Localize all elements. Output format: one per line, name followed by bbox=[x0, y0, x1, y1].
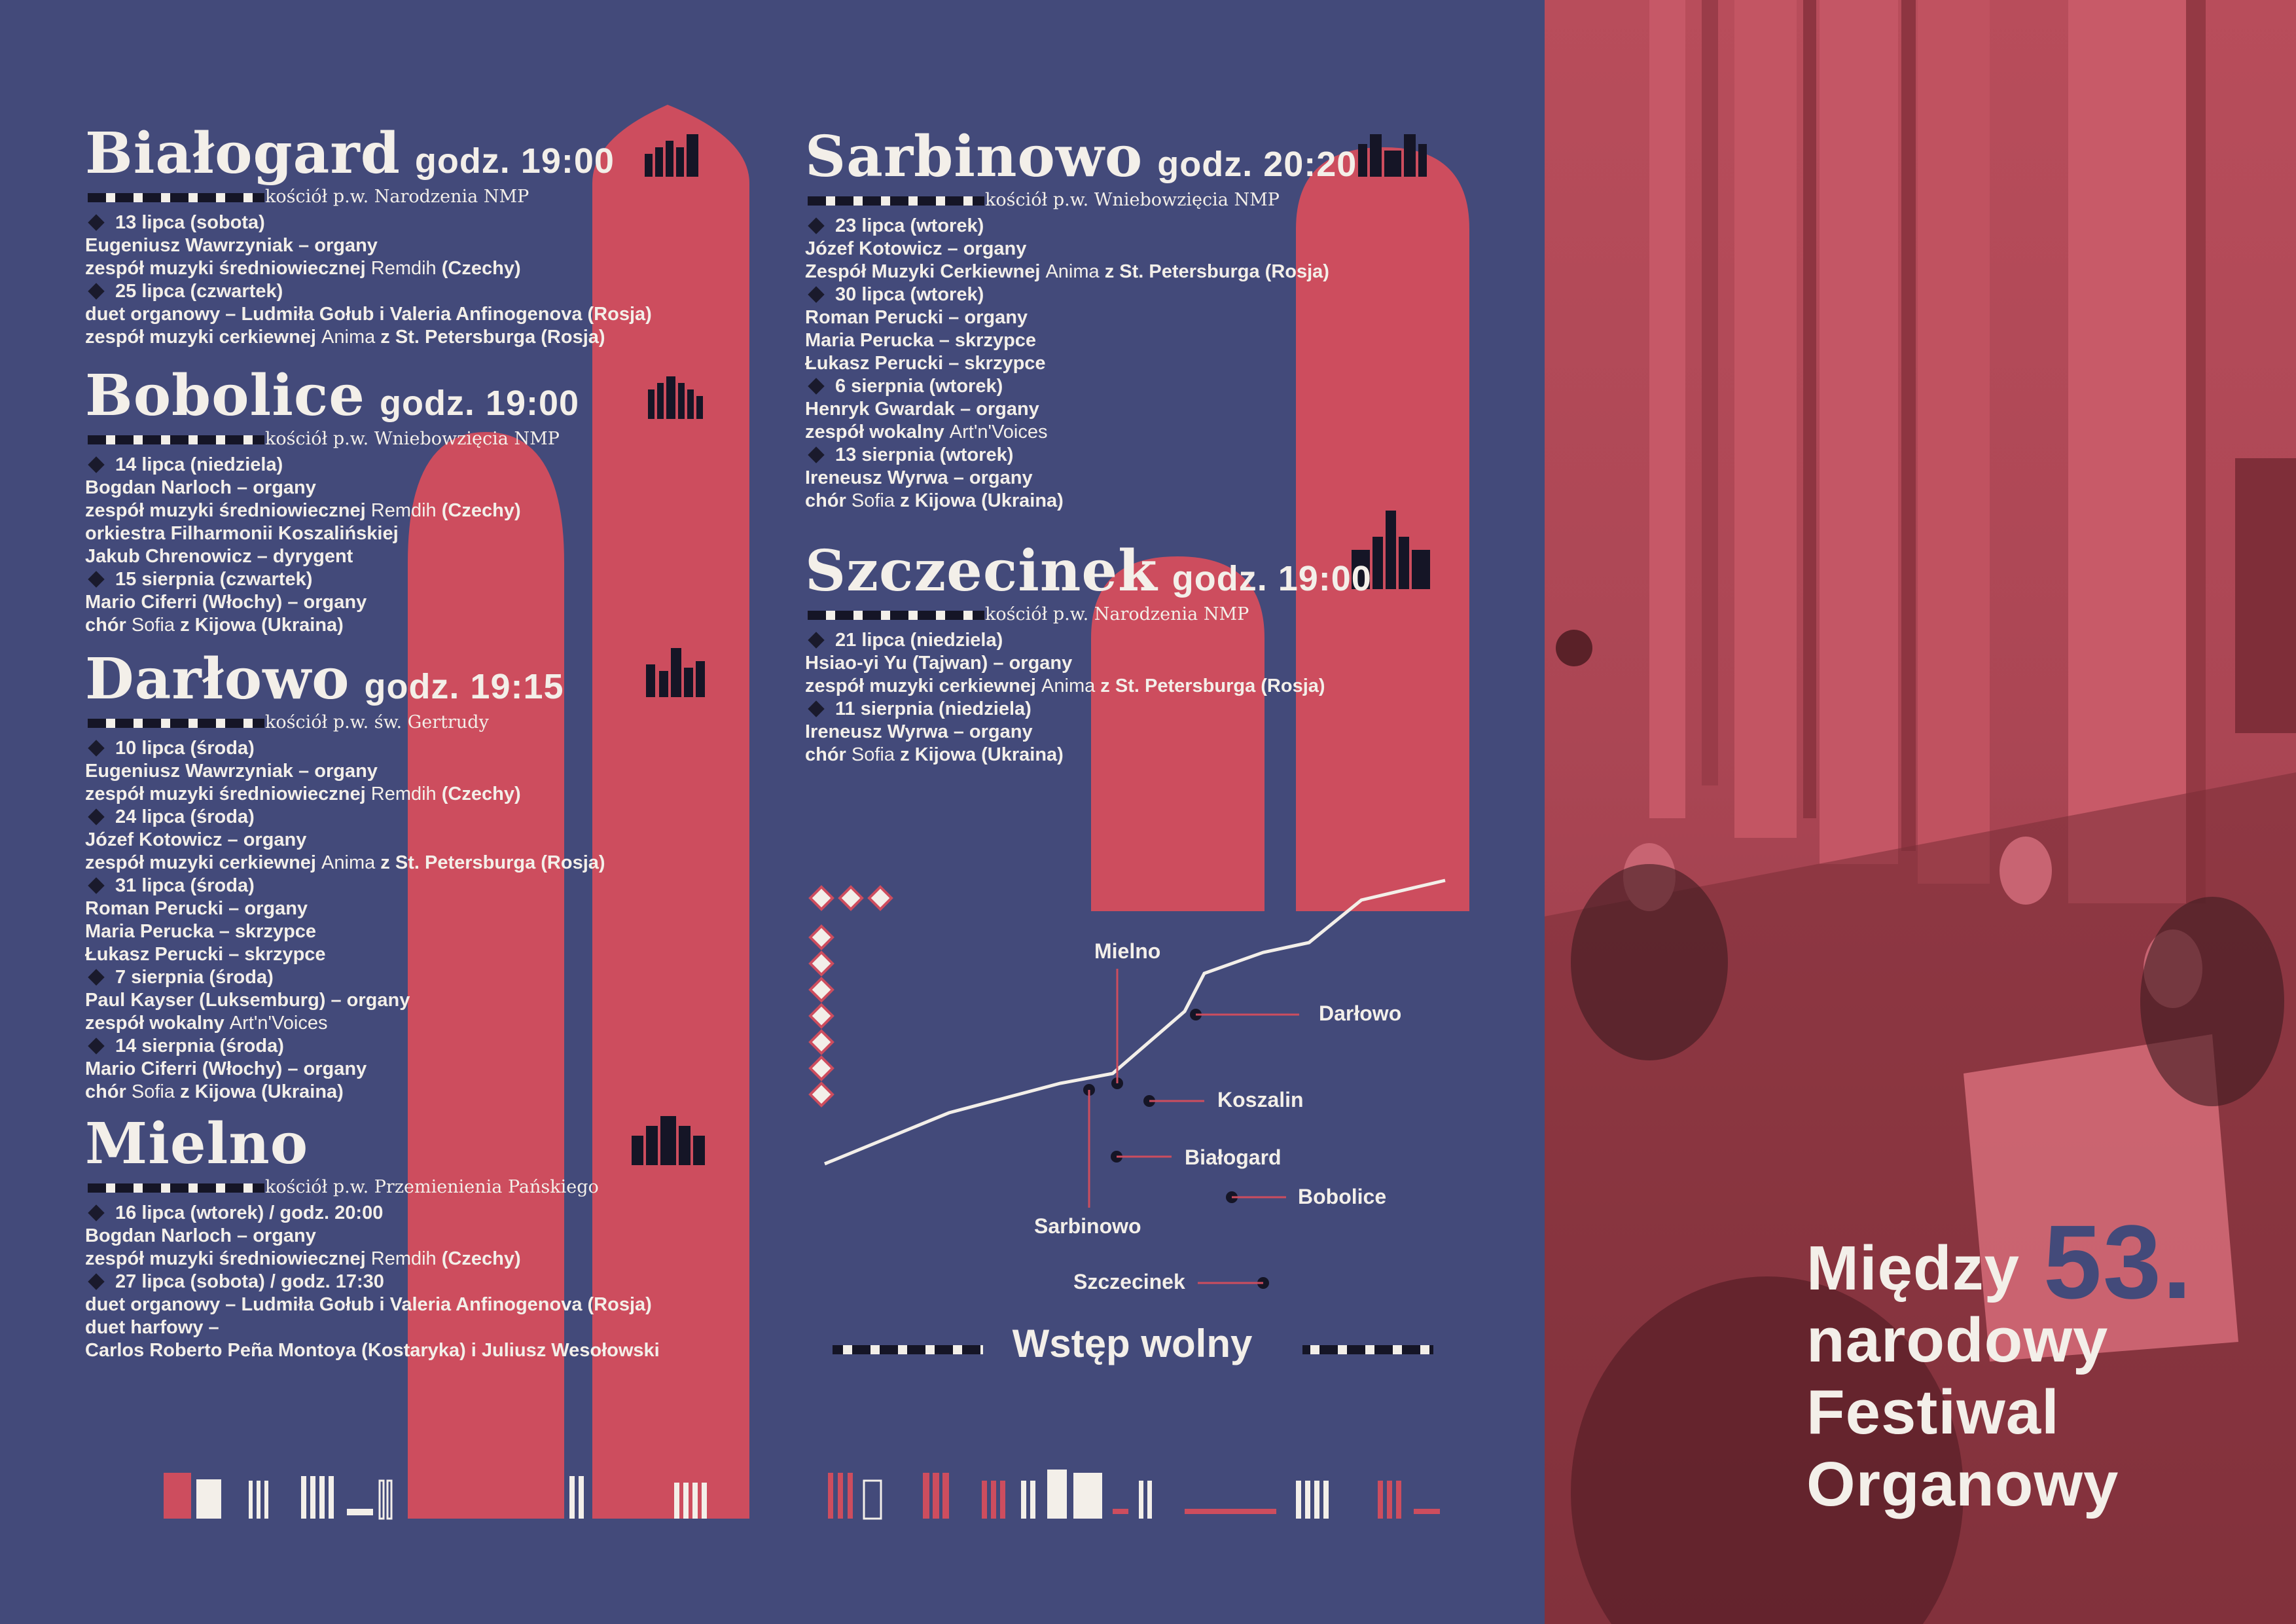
performer-line bbox=[85, 499, 726, 522]
ensemble-name: Remdih bbox=[370, 784, 437, 804]
festival-number: 53. bbox=[2043, 1203, 2193, 1320]
performer-text: (Czechy) bbox=[436, 1248, 521, 1269]
performer-line bbox=[805, 261, 1446, 283]
performer-line bbox=[85, 257, 726, 280]
church-name: kościół p.w. Przemienienia Pańskiego bbox=[265, 1177, 599, 1197]
performer-line: Łukasz Perucki – skrzypce bbox=[85, 944, 326, 965]
performer-text: chór bbox=[805, 744, 852, 765]
diamond-bullet-icon bbox=[808, 217, 824, 234]
ensemble-name: Art'n'Voices bbox=[229, 1013, 328, 1034]
city-time: godz. 19:00 bbox=[414, 141, 615, 181]
event-date-text: 15 sierpnia (czwartek) bbox=[115, 569, 313, 590]
free-entry-dash-right bbox=[1302, 1345, 1433, 1354]
city-time: godz. 20:20 bbox=[1157, 145, 1357, 184]
event-date-text: 7 sierpnia (środa) bbox=[115, 967, 274, 988]
diamond-bullet-icon bbox=[88, 456, 104, 473]
map-label-szczecinek: Szczecinek bbox=[1073, 1270, 1185, 1293]
performer-text: chór bbox=[85, 1081, 132, 1102]
performer-line bbox=[805, 744, 1446, 767]
diamond-bullet-icon bbox=[88, 1204, 104, 1221]
event-list bbox=[805, 629, 1446, 767]
performer-line bbox=[805, 490, 1446, 513]
event-date bbox=[85, 1202, 726, 1225]
dash-divider bbox=[88, 719, 264, 728]
map-label-koszalin: Koszalin bbox=[1217, 1088, 1304, 1111]
ensemble-name: Anima bbox=[321, 852, 376, 873]
performer-text: z St. Petersburga (Rosja) bbox=[375, 852, 605, 873]
event-date bbox=[85, 737, 726, 760]
performer-line bbox=[85, 614, 726, 637]
church-name: kościół p.w. Narodzenia NMP bbox=[265, 187, 529, 207]
dash-divider bbox=[808, 611, 984, 620]
performer-line bbox=[85, 326, 726, 349]
event-date-text: 14 lipca (niedziela) bbox=[115, 454, 283, 475]
performer-line: Ireneusz Wyrwa – organy bbox=[805, 721, 1033, 742]
church-icon bbox=[632, 1116, 710, 1165]
performer-text: z Kijowa (Ukraina) bbox=[175, 615, 344, 636]
performer-text: chór bbox=[85, 615, 132, 636]
diamond-bullet-icon bbox=[88, 283, 104, 299]
event-date bbox=[85, 966, 726, 989]
ensemble-name: Sofia bbox=[851, 744, 895, 765]
performer-line bbox=[85, 1248, 726, 1271]
city-title: Mielno bbox=[85, 1111, 309, 1177]
event-date bbox=[805, 215, 1446, 238]
event-date bbox=[805, 375, 1446, 398]
event-date-text: 23 lipca (wtorek) bbox=[835, 215, 984, 236]
performer-line: Mario Ciferri (Włochy) – organy bbox=[85, 1058, 367, 1079]
church-name: kościół p.w. Wniebowzięcia NMP bbox=[985, 190, 1280, 210]
performer-text: zespół wokalny bbox=[85, 1013, 230, 1034]
performer-line: Paul Kayser (Luksemburg) – organy bbox=[85, 990, 410, 1011]
performer-line: Mario Ciferri (Włochy) – organy bbox=[85, 592, 367, 613]
church-icon bbox=[1358, 131, 1427, 177]
event-date-text: 31 lipca (środa) bbox=[115, 875, 255, 896]
diamond-bullet-icon bbox=[88, 1038, 104, 1054]
dash-divider bbox=[808, 196, 984, 206]
church-name: kościół p.w. św. Gertrudy bbox=[265, 712, 489, 732]
performer-text: z Kijowa (Ukraina) bbox=[175, 1081, 344, 1102]
city-time: godz. 19:00 bbox=[379, 384, 580, 423]
event-date bbox=[805, 283, 1446, 306]
event-date bbox=[805, 444, 1446, 467]
dash-divider bbox=[88, 193, 264, 202]
event-date-text: 24 lipca (środa) bbox=[115, 806, 255, 827]
church-icon bbox=[645, 134, 704, 177]
performer-text: zespół muzyki cerkiewnej bbox=[805, 676, 1042, 696]
diamond-bullet-icon bbox=[808, 632, 824, 648]
diamond-bullet-icon bbox=[808, 286, 824, 302]
performer-line: Eugeniusz Wawrzyniak – organy bbox=[85, 761, 378, 782]
performer-line: Maria Perucka – skrzypce bbox=[805, 330, 1037, 351]
castle-icon bbox=[646, 648, 705, 697]
performer-line: orkiestra Filharmonii Koszalińskiej bbox=[85, 523, 399, 544]
event-date-text: 16 lipca (wtorek) / godz. 20:00 bbox=[115, 1202, 384, 1223]
performer-line: Józef Kotowicz – organy bbox=[805, 238, 1027, 259]
performer-line bbox=[805, 675, 1446, 698]
ensemble-name: Remdih bbox=[370, 500, 437, 521]
diamond-ornament bbox=[810, 887, 891, 1106]
dash-divider bbox=[88, 435, 264, 444]
event-list bbox=[85, 737, 726, 1104]
city-title: Darłowo godz. 19:15 bbox=[85, 646, 564, 712]
performer-text: z Kijowa (Ukraina) bbox=[895, 744, 1064, 765]
performer-line bbox=[85, 1081, 726, 1104]
performer-text: zespół muzyki średniowiecznej bbox=[85, 1248, 371, 1269]
church-name: kościół p.w. Wniebowzięcia NMP bbox=[265, 429, 560, 449]
performer-text: (Czechy) bbox=[436, 258, 521, 279]
organ-frieze-right bbox=[828, 1470, 1440, 1519]
performer-line: Bogdan Narloch – organy bbox=[85, 1225, 316, 1246]
performer-text: z St. Petersburga (Rosja) bbox=[1095, 676, 1325, 696]
event-list bbox=[85, 454, 726, 637]
event-date bbox=[805, 698, 1446, 721]
performer-text: Zespół Muzyki Cerkiewnej bbox=[805, 261, 1046, 282]
diamond-bullet-icon bbox=[88, 877, 104, 893]
performer-line: Ireneusz Wyrwa – organy bbox=[805, 467, 1033, 488]
diamond-bullet-icon bbox=[88, 1273, 104, 1290]
map-label-bialogard: Białogard bbox=[1185, 1146, 1282, 1169]
performer-text: zespół muzyki średniowiecznej bbox=[85, 784, 371, 804]
event-date-text: 21 lipca (niedziela) bbox=[835, 630, 1003, 651]
performer-line: Roman Perucki – organy bbox=[85, 898, 308, 919]
city-time: godz. 19:15 bbox=[364, 667, 564, 706]
event-date-text: 10 lipca (środa) bbox=[115, 738, 255, 759]
performer-line: Hsiao-yi Yu (Tajwan) – organy bbox=[805, 653, 1073, 674]
performer-text: zespół muzyki cerkiewnej bbox=[85, 852, 322, 873]
performer-line: duet organowy – Ludmiła Gołub i Valeria Anfinogenova (Rosja) bbox=[85, 1294, 652, 1315]
map-label-mielno: Mielno bbox=[1094, 939, 1161, 963]
performer-line: Józef Kotowicz – organy bbox=[85, 829, 307, 850]
event-date bbox=[85, 875, 726, 897]
event-list bbox=[85, 211, 726, 349]
event-date-text: 6 sierpnia (wtorek) bbox=[835, 376, 1003, 397]
ensemble-name: Sofia bbox=[131, 1081, 175, 1102]
event-date-text: 11 sierpnia (niedziela) bbox=[835, 698, 1031, 719]
festival-title-line: Organowy bbox=[1806, 1449, 2119, 1519]
ensemble-name: Remdih bbox=[370, 1248, 437, 1269]
organ-pipes-icon bbox=[648, 376, 707, 419]
event-date bbox=[85, 454, 726, 477]
map-label-bobolice: Bobolice bbox=[1298, 1185, 1387, 1208]
performer-line bbox=[805, 421, 1446, 444]
city-title: Bobolice godz. 19:00 bbox=[85, 363, 580, 429]
event-date-text: 30 lipca (wtorek) bbox=[835, 284, 984, 305]
performer-text: (Czechy) bbox=[436, 500, 521, 521]
free-entry-label: Wstęp wolny bbox=[1012, 1322, 1253, 1365]
event-date-text: 13 lipca (sobota) bbox=[115, 212, 265, 233]
performer-text: z St. Petersburga (Rosja) bbox=[1099, 261, 1329, 282]
city-title: Szczecinek godz. 19:00 bbox=[805, 538, 1372, 604]
event-date bbox=[85, 806, 726, 829]
dash-divider bbox=[88, 1183, 264, 1193]
diamond-bullet-icon bbox=[88, 969, 104, 985]
city-title: Sarbinowo godz. 20:20 bbox=[805, 124, 1357, 190]
event-date-text: 25 lipca (czwartek) bbox=[115, 281, 283, 302]
performer-line: duet organowy – Ludmiła Gołub i Valeria Anfinogenova (Rosja) bbox=[85, 304, 652, 325]
festival-title-line: narodowy bbox=[1806, 1305, 2109, 1375]
diamond-bullet-icon bbox=[88, 808, 104, 825]
performer-line bbox=[85, 783, 726, 806]
performer-text: zespół wokalny bbox=[805, 422, 950, 442]
performer-line: Jakub Chrenowicz – dyrygent bbox=[85, 546, 353, 567]
performer-text: zespół muzyki średniowiecznej bbox=[85, 258, 371, 279]
performer-line bbox=[85, 1012, 726, 1035]
event-date-text: 13 sierpnia (wtorek) bbox=[835, 444, 1014, 465]
ensemble-name: Anima bbox=[1041, 676, 1096, 696]
diamond-bullet-icon bbox=[88, 214, 104, 230]
performer-line: Henryk Gwardak – organy bbox=[805, 399, 1039, 420]
event-date bbox=[85, 1271, 726, 1293]
event-date-text: 27 lipca (sobota) / godz. 17:30 bbox=[115, 1271, 384, 1292]
diamond-bullet-icon bbox=[808, 446, 824, 463]
event-date bbox=[85, 280, 726, 303]
map-label-sarbinowo: Sarbinowo bbox=[1034, 1214, 1141, 1238]
diamond-bullet-icon bbox=[88, 571, 104, 587]
ensemble-name: Remdih bbox=[370, 258, 437, 279]
city-title: Białogard godz. 19:00 bbox=[85, 120, 615, 187]
event-date bbox=[85, 568, 726, 591]
free-entry-dash-left bbox=[833, 1345, 983, 1354]
ensemble-name: Sofia bbox=[851, 490, 895, 511]
performer-line bbox=[85, 852, 726, 875]
festival-title-line: Festiwal bbox=[1806, 1377, 2060, 1447]
festival-title-line: Między bbox=[1806, 1233, 2020, 1303]
performer-line: Carlos Roberto Peña Montoya (Kostaryka) i Juliusz Wesołowski bbox=[85, 1340, 660, 1361]
performer-line: duet harfowy – bbox=[85, 1317, 219, 1338]
event-list bbox=[85, 1202, 726, 1362]
event-date bbox=[85, 1035, 726, 1058]
ensemble-name: Anima bbox=[1045, 261, 1100, 282]
performer-text: z St. Petersburga (Rosja) bbox=[375, 327, 605, 348]
diamond-bullet-icon bbox=[808, 378, 824, 394]
performer-line: Maria Perucka – skrzypce bbox=[85, 921, 317, 942]
performer-text: z Kijowa (Ukraina) bbox=[895, 490, 1064, 511]
diamond-bullet-icon bbox=[88, 740, 104, 756]
performer-text: (Czechy) bbox=[436, 784, 521, 804]
map-label-darlowo: Darłowo bbox=[1319, 1001, 1402, 1025]
ensemble-name: Art'n'Voices bbox=[949, 422, 1048, 442]
diamond-bullet-icon bbox=[808, 700, 824, 717]
city-time: godz. 19:00 bbox=[1172, 559, 1372, 598]
performer-line: Bogdan Narloch – organy bbox=[85, 477, 316, 498]
performer-line: Eugeniusz Wawrzyniak – organy bbox=[85, 235, 378, 256]
performer-text: chór bbox=[805, 490, 852, 511]
ensemble-name: Anima bbox=[321, 327, 376, 348]
performer-line: Łukasz Perucki – skrzypce bbox=[805, 353, 1046, 374]
church-name: kościół p.w. Narodzenia NMP bbox=[985, 604, 1249, 624]
ensemble-name: Sofia bbox=[131, 615, 175, 636]
performer-line: Roman Perucki – organy bbox=[805, 307, 1028, 328]
event-date bbox=[805, 629, 1446, 652]
performer-text: zespół muzyki średniowiecznej bbox=[85, 500, 371, 521]
event-date bbox=[85, 211, 726, 234]
event-date-text: 14 sierpnia (środa) bbox=[115, 1036, 284, 1056]
event-list bbox=[805, 215, 1446, 513]
performer-text: zespół muzyki cerkiewnej bbox=[85, 327, 322, 348]
